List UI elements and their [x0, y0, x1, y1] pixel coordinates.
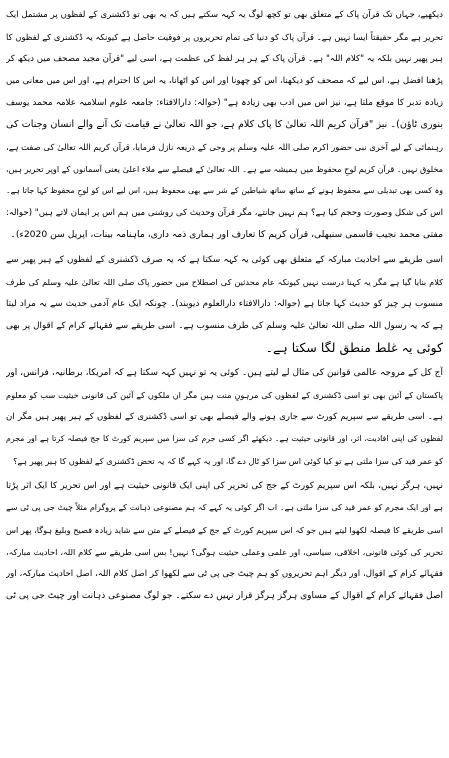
text-line: اصل فقہائے کرام کے اقوال کے مساوی ہرگز ہرگز قرار نہیں دے سکتے۔ جو لوگ مصنوعی ذہانت اور چیٹ جی پی ٹی [6, 591, 443, 601]
text-line: زیادہ تدبر کا موقع ملتا ہے، نیز اس میں ادب بھی زیادہ ہے" (حوالہ: دارالافتاء: جامعہ علوم اسلامیہ علامہ محمد یوسف [6, 98, 443, 108]
paragraph-chatgpt [6, 475, 443, 607]
text-line: ہے۔ اسی طریقے سے سپریم کورٹ سے جاری ہونے والے فیصلے بھی تو اسی ڈکشنری کے لفظوں کے ہیر پھیر ہیں مگر ان [6, 412, 443, 422]
text-line: فقہائے کرام کے اقوال، اور دیگر اہم تحریروں کو ہم چیٹ جی پی ٹی سے لکھوا کر اصل کلام اللہ، اصل احادیث مبارکہ، اور [6, 569, 443, 579]
text-line: پاکستان کے آئین بھی تو اسی ڈکشنری کے لفظوں کی مرہونِ منت ہیں مگر ان ملکوں کے آئین کی قانونی حیثیت سب کو معلوم [6, 390, 443, 400]
text-line: اس کی شکل وصورت وحجم کیا ہے؟ ہم نہیں جانتے، مگر قرآن وحدیث کی روشنی میں ہم اس پر ایمان لاتے ہیں" (حوالہ: [6, 208, 443, 218]
text-line: ہے اور ایک مجرم کو عمر قید کی سزا ملتی ہے۔ اب اگر کوئی یہ کہے کہ ہم مصنوعی ذہانت کے پروگرام مثلاً چیٹ جی پی ٹی سے [6, 503, 443, 512]
paragraph-hadith [6, 249, 443, 359]
text-line: اسی طریقے کا فیصلہ لکھوا لیتے ہیں جو کہ اس سپریم کورٹ کے جج کے فیصلے کے متن سے شاید زیادہ فصیح وبلیغ ہوگا، پھر اس [6, 525, 443, 535]
text-line: مخلوق نہیں۔ قرآن کریم لوحِ محفوظ میں ہمیشہ سے ہے۔ اللہ تعالیٰ کے فیصلے سے ملاء اعلیٰ یعنی آسمانوں کے اوپر تحریر ہیں، [6, 164, 443, 174]
text-line: ہیر پھیر نہیں بلکہ یہ "کلام اللہ" ہے۔ قرآن پاک کے ہر ہر لفظ کی عظمت ہے، اسی لیے "قرآن مجید مصحف میں دیکھ کر [6, 54, 443, 64]
text-line: کوئی یہ غلط منطق لگا سکتا ہے۔ [265, 340, 443, 355]
text-line: پڑھنا افضل ہے، اس لیے کہ مصحف کو دیکھنا، اس کو چھونا اور اس کو اٹھانا، یہ اس کا احترام ہے، اور اس میں معانی میں [6, 76, 443, 86]
text-line: تحریر کی کوئی قانونی، اخلاقی، سیاسی، اور علمی وعملی حیثیت ہوگی؟ نہیں! بس اسی طریقے سے کلام اللہ، احادیث مبارکہ، [6, 547, 443, 557]
text-line: رہنمائی کے لیے آخری نبی حضور اکرم صلی اللہ علیہ وسلم پر وحی کے ذریعہ نازل فرمایا، قرآن کریم اللہ تعالیٰ کی صفت ہے، [6, 142, 443, 152]
paragraph-laws [6, 362, 443, 472]
text-line: تحریر ہے مگر حقیقتاً ایسا نہیں ہے۔ قرآن پاک کو دنیا کی تمام تحریروں پر فوقیت حاصل ہے کیونکہ یہ ڈکشنری کے لفظوں کا [6, 32, 443, 42]
text-line: دیکھیے، جہاں تک قرآن پاک کے متعلق بھی تو کچھ لوگ یہ کہہ سکتے ہیں کہ یہ بھی تو ڈکشنری کے لفظوں پر مشتمل ایک [6, 10, 443, 20]
text-line: آج کل کے مروجہ عالمی قوانین کی مثال لے لیتے ہیں۔ کوئی یہ تو نہیں کہہ سکتا ہے کہ امریکا، برطانیہ، فرانس، اور [6, 368, 443, 378]
text-line: منسوب ہر چیز کو حدیث کہا جاتا ہے (حوالہ: دارالافتاء دارالعلوم دیوبند)۔ چونکہ ایک عام آدمی حدیث سے یہ مراد لیتا [6, 299, 443, 309]
text-line: لفظوں کی اپنی افادیت، اثر، اور قانونی حیثیت ہے۔ دیکھئے اگر کسی جرم کی سزا میں سپریم کورٹ کا جج فیصلہ کرتا ہے اور مجرم [6, 434, 443, 443]
paragraph-quran [6, 4, 443, 246]
text-line: کلام بنایا گیا ہے مگر یہ کہنا درست نہیں کیونکہ عام محدثین کی اصطلاح میں حضور پاک صلی اللہ تعالیٰ علیہ وسلم کی طرف [6, 277, 443, 287]
text-line: کو عمر قید کی سزا ملتی ہے تو کیا کوئی اس سزا کو ٹال دے گا، اور یہ کہے گا کہ یہ تحض ڈکشنری کے لفظوں کا ہیر پھیر ہے؟ [13, 456, 443, 466]
text-line: وہ کسی بھی تبدیلی سے محفوظ ہونے کے ساتھ ساتھ شیاطین کے شر سے بھی محفوظ ہیں، اس لیے اس کو لوحِ محفوظ کہا جاتا ہے۔ [6, 186, 443, 195]
text-line: نہیں، ہرگز نہیں، بلکہ اس سپریم کورٹ کے جج کی تحریر کی اپنی ایک قانونی حیثیت ہے اور اس تحریر کا ایک اثر پڑتا [6, 481, 443, 491]
text-line: بنوری ٹاؤن)۔ نیز "قرآن کریم اللہ تعالیٰ کا پاک کلام ہے، جو اللہ تعالیٰ نے قیامت تک آنے والے انسان وجنات کی [6, 119, 443, 130]
text-line: اسی طریقے سے احادیث مبارکہ کے متعلق بھی کوئی یہ کہہ سکتا ہے کہ یہ صرف ڈکشنری کے لفظوں کے ہیر پھیر سے [6, 255, 443, 265]
text-line: ہے کہ یہ رسول اللہ صلی اللہ تعالیٰ علیہ وسلم کی طرف منسوب ہے۔ اسی طریقے سے فقہائے کرام کے اقوال پر بھی [6, 321, 443, 331]
text-line: مفتی محمد نجیب قاسمی سنبھلی، قرآن کریم کا تعارف اور ہماری ذمہ داری، ماہنامہ بینات، اپریل سن 2020ء)۔ [10, 229, 443, 240]
